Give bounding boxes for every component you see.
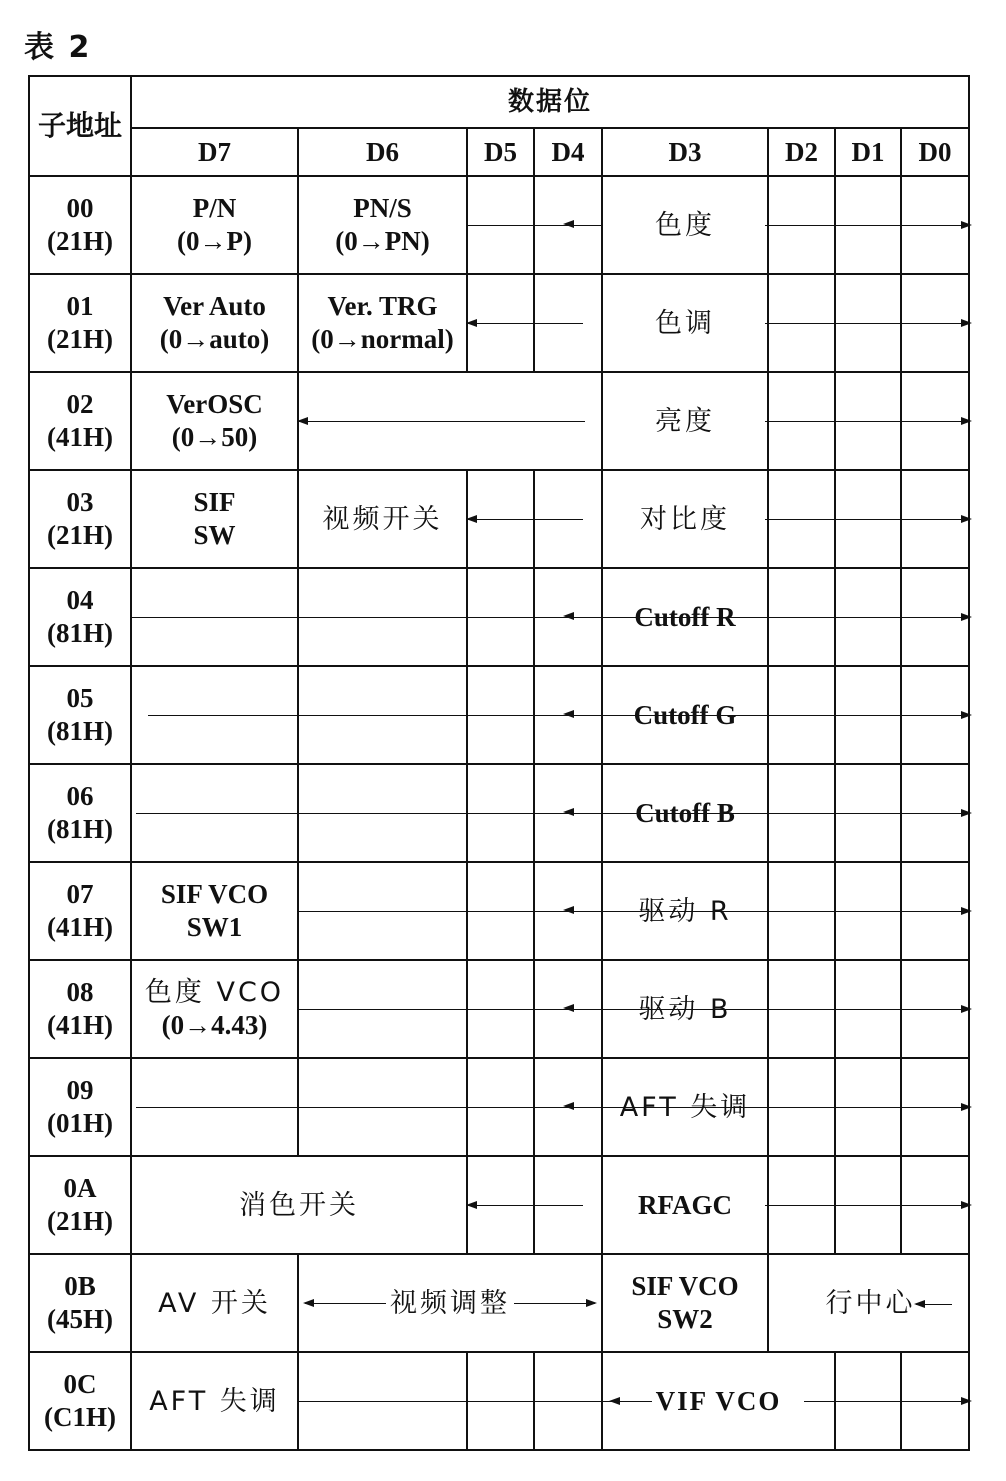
arrow-right-icon bbox=[765, 813, 970, 814]
table-row bbox=[29, 764, 969, 862]
arrow-line bbox=[148, 715, 767, 716]
header-d1: D1 bbox=[835, 128, 901, 176]
d6-cell bbox=[298, 1352, 467, 1450]
arrow-right-icon bbox=[765, 421, 970, 422]
d7-cell: P/N (0→P) bbox=[131, 176, 298, 274]
header-d2: D2 bbox=[768, 128, 835, 176]
table-row bbox=[29, 666, 969, 764]
table-row bbox=[29, 1352, 969, 1450]
d2-cell bbox=[768, 960, 835, 1058]
d2-cell bbox=[768, 372, 835, 470]
header-d4: D4 bbox=[534, 128, 602, 176]
d2-cell bbox=[768, 274, 835, 372]
d2-cell bbox=[768, 764, 835, 862]
d6-cell bbox=[298, 960, 467, 1058]
arrow-right-icon bbox=[765, 1205, 970, 1206]
arrow-line bbox=[299, 1009, 766, 1010]
arrow-left-icon bbox=[468, 1205, 583, 1206]
arrow-line bbox=[804, 1401, 834, 1402]
d3-cell: 驱动 B bbox=[602, 960, 768, 1058]
arrow-line bbox=[136, 1107, 767, 1108]
d1-cell bbox=[835, 1352, 901, 1450]
d6-cell: Ver. TRG (0→normal) bbox=[298, 274, 467, 372]
arrow-right-icon bbox=[765, 617, 970, 618]
arrow-right-icon bbox=[765, 519, 970, 520]
table-row bbox=[29, 274, 969, 372]
d7-cell bbox=[131, 1058, 298, 1156]
d3-cell: 色调 bbox=[602, 274, 768, 372]
d3-cell: 亮度 bbox=[602, 372, 768, 470]
d7-cell: Ver Auto (0→auto) bbox=[131, 274, 298, 372]
address-cell: 0A (21H) bbox=[29, 1156, 131, 1254]
d2-cell bbox=[768, 176, 835, 274]
d3-cell: Cutoff G bbox=[602, 666, 768, 764]
arrow-right-icon bbox=[832, 1401, 970, 1402]
d6-d4-cell bbox=[298, 372, 602, 470]
address-cell: 0B (45H) bbox=[29, 1254, 131, 1352]
address-cell: 04 (81H) bbox=[29, 568, 131, 666]
table-row bbox=[29, 1156, 969, 1254]
address-cell: 08 (41H) bbox=[29, 960, 131, 1058]
arrow-left-icon bbox=[468, 519, 583, 520]
header-d0: D0 bbox=[901, 128, 969, 176]
table-row bbox=[29, 1254, 969, 1352]
d6-d4-cell: 视频调整 bbox=[298, 1254, 602, 1352]
arrow-right-icon bbox=[765, 225, 970, 226]
address-cell: 03 (21H) bbox=[29, 470, 131, 568]
d3-cell: AFT 失调 bbox=[602, 1058, 768, 1156]
d2-cell bbox=[768, 470, 835, 568]
arrow-right-icon bbox=[765, 1009, 970, 1010]
d7-cell bbox=[131, 568, 298, 666]
arrow-right-icon bbox=[765, 715, 970, 716]
register-table bbox=[28, 75, 970, 1451]
d2-cell bbox=[768, 666, 835, 764]
d3-cell: RFAGC bbox=[602, 1156, 768, 1254]
d6-cell: PN/S (0→PN) bbox=[298, 176, 467, 274]
header-d3: D3 bbox=[602, 128, 768, 176]
d3-cell: SIF VCO SW2 bbox=[602, 1254, 768, 1352]
arrow-left-icon bbox=[611, 1401, 635, 1402]
d2-cell bbox=[768, 568, 835, 666]
arrow-line bbox=[299, 911, 766, 912]
d2-cell bbox=[768, 862, 835, 960]
arrow-left-icon bbox=[299, 421, 585, 422]
d5-cell bbox=[467, 274, 534, 372]
address-cell: 0C (C1H) bbox=[29, 1352, 131, 1450]
d2-d0-cell: 行中心 bbox=[768, 1254, 969, 1352]
header-d5: D5 bbox=[467, 128, 534, 176]
table-caption: 表 2 bbox=[24, 30, 92, 65]
d7-cell: SIF VCO SW1 bbox=[131, 862, 298, 960]
d2-cell bbox=[768, 1156, 835, 1254]
header-address: 子地址 bbox=[29, 76, 131, 176]
arrow-left-line bbox=[468, 225, 601, 226]
d3-cell: Cutoff R bbox=[602, 568, 768, 666]
d3-d2-cell: VIF VCO bbox=[602, 1352, 835, 1450]
arrow-right-icon bbox=[765, 1107, 970, 1108]
arrow-left-icon bbox=[916, 1304, 952, 1305]
d3-cell: 色度 bbox=[602, 176, 768, 274]
table-row bbox=[29, 470, 969, 568]
header-data-bits: 数据位 bbox=[131, 76, 969, 128]
address-cell: 01 (21H) bbox=[29, 274, 131, 372]
d3-cell: 对比度 bbox=[602, 470, 768, 568]
arrow-right-icon bbox=[765, 323, 970, 324]
d6-cell bbox=[298, 862, 467, 960]
d7-cell: SIF SW bbox=[131, 470, 298, 568]
address-cell: 07 (41H) bbox=[29, 862, 131, 960]
header-d6: D6 bbox=[298, 128, 467, 176]
d7-cell bbox=[131, 666, 298, 764]
d7-cell: AFT 失调 bbox=[131, 1352, 298, 1450]
d7-cell: VerOSC (0→50) bbox=[131, 372, 298, 470]
table-row bbox=[29, 1058, 969, 1156]
address-cell: 00 (21H) bbox=[29, 176, 131, 274]
table-row bbox=[29, 960, 969, 1058]
table-row bbox=[29, 568, 969, 666]
address-cell: 02 (41H) bbox=[29, 372, 131, 470]
d6-cell: 视频开关 bbox=[298, 470, 467, 568]
arrow-right-icon bbox=[765, 911, 970, 912]
table-row bbox=[29, 372, 969, 470]
d7-cell: 色度 VCO (0→4.43) bbox=[131, 960, 298, 1058]
table-row bbox=[29, 176, 969, 274]
d7-d6-cell: 消色开关 bbox=[131, 1156, 467, 1254]
d7-cell bbox=[131, 764, 298, 862]
header-d7: D7 bbox=[131, 128, 298, 176]
address-cell: 05 (81H) bbox=[29, 666, 131, 764]
d7-cell: AV 开关 bbox=[131, 1254, 298, 1352]
d3-cell: 驱动 R bbox=[602, 862, 768, 960]
arrow-left-icon bbox=[468, 323, 583, 324]
d5-cell bbox=[467, 1156, 534, 1254]
address-cell: 06 (81H) bbox=[29, 764, 131, 862]
table-row bbox=[29, 862, 969, 960]
d5-cell bbox=[467, 470, 534, 568]
d5-cell bbox=[467, 176, 534, 274]
arrow-line bbox=[136, 813, 767, 814]
arrow-line bbox=[132, 617, 767, 618]
address-cell: 09 (01H) bbox=[29, 1058, 131, 1156]
d3-cell: Cutoff B bbox=[602, 764, 768, 862]
d2-cell bbox=[768, 1058, 835, 1156]
